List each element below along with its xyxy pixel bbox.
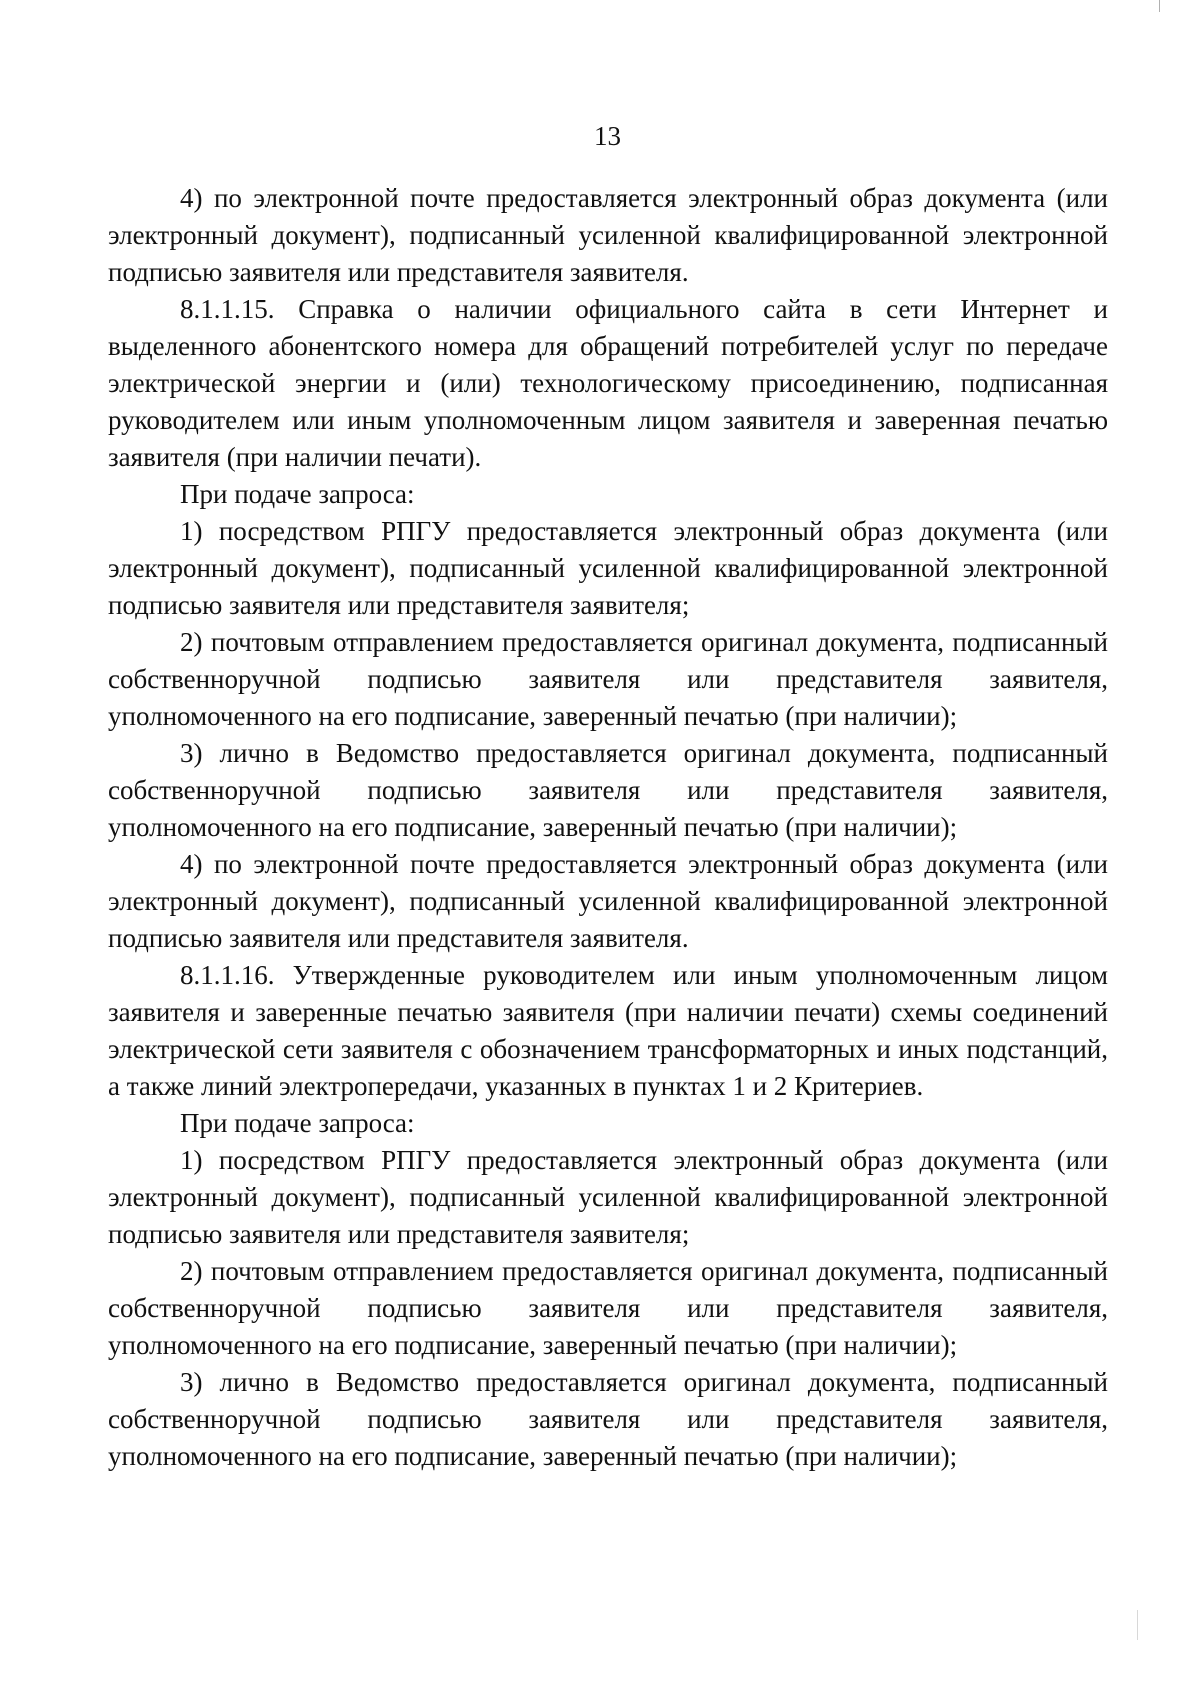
- paragraph-in-person-submission: 3) лично в Ведомство предоставляется оригинал документа, подписанный собственноручной подписью заявителя или представителя заявителя, уполномоченного на его подписание, заверенный печатью (при наличии);: [108, 738, 1108, 842]
- document-body: [108, 180, 1108, 1475]
- paragraph-8-1-1-15: 8.1.1.15. Справка о наличии официального сайта в сети Интернет и выделенного абонентского номера для обращений потребителей услуг по передаче электрической энергии и (или) технологическому присоединению, подписанная руководителем или иным уполномоченным лицом заявителя и заверенная печатью заявителя (при наличии печати).: [108, 294, 1108, 472]
- paragraph-email-submission: 4) по электронной почте предоставляется электронный образ документа (или электронный документ), подписанный усиленной квалифицированной электронной подписью заявителя или представителя заявителя.: [108, 183, 1108, 287]
- paragraph-in-person-submission: 3) лично в Ведомство предоставляется оригинал документа, подписанный собственноручной подписью заявителя или представителя заявителя, уполномоченного на его подписание, заверенный печатью (при наличии);: [108, 1367, 1108, 1471]
- paragraph-email-submission: 4) по электронной почте предоставляется электронный образ документа (или электронный документ), подписанный усиленной квалифицированной электронной подписью заявителя или представителя заявителя.: [108, 849, 1108, 953]
- scan-edge-mark: [1159, 0, 1160, 12]
- paragraph-rpgu-submission: 1) посредством РПГУ предоставляется электронный образ документа (или электронный документ), подписанный усиленной квалифицированной электронной подписью заявителя или представителя заявителя;: [108, 516, 1108, 620]
- paragraph-postal-submission: 2) почтовым отправлением предоставляется оригинал документа, подписанный собственноручной подписью заявителя или представителя заявителя, уполномоченного на его подписание, заверенный печатью (при наличии);: [108, 627, 1108, 731]
- paragraph-request-heading: При подаче запроса:: [180, 479, 415, 509]
- page-number: 13: [594, 121, 621, 151]
- paragraph-8-1-1-16: 8.1.1.16. Утвержденные руководителем или иным уполномоченным лицом заявителя и заверенные печатью заявителя (при наличии печати) схемы соединений электрической сети заявителя с обозначением трансформаторных и иных подстанций, а также линий электропередачи, указанных в пунктах 1 и 2 Критериев.: [108, 960, 1108, 1101]
- paragraph-postal-submission: 2) почтовым отправлением предоставляется оригинал документа, подписанный собственноручной подписью заявителя или представителя заявителя, уполномоченного на его подписание, заверенный печатью (при наличии);: [108, 1256, 1108, 1360]
- scan-edge-mark-lower: [1137, 1610, 1138, 1640]
- paragraph-request-heading: При подаче запроса:: [180, 1108, 415, 1138]
- paragraph-rpgu-submission: 1) посредством РПГУ предоставляется электронный образ документа (или электронный документ), подписанный усиленной квалифицированной электронной подписью заявителя или представителя заявителя;: [108, 1145, 1108, 1249]
